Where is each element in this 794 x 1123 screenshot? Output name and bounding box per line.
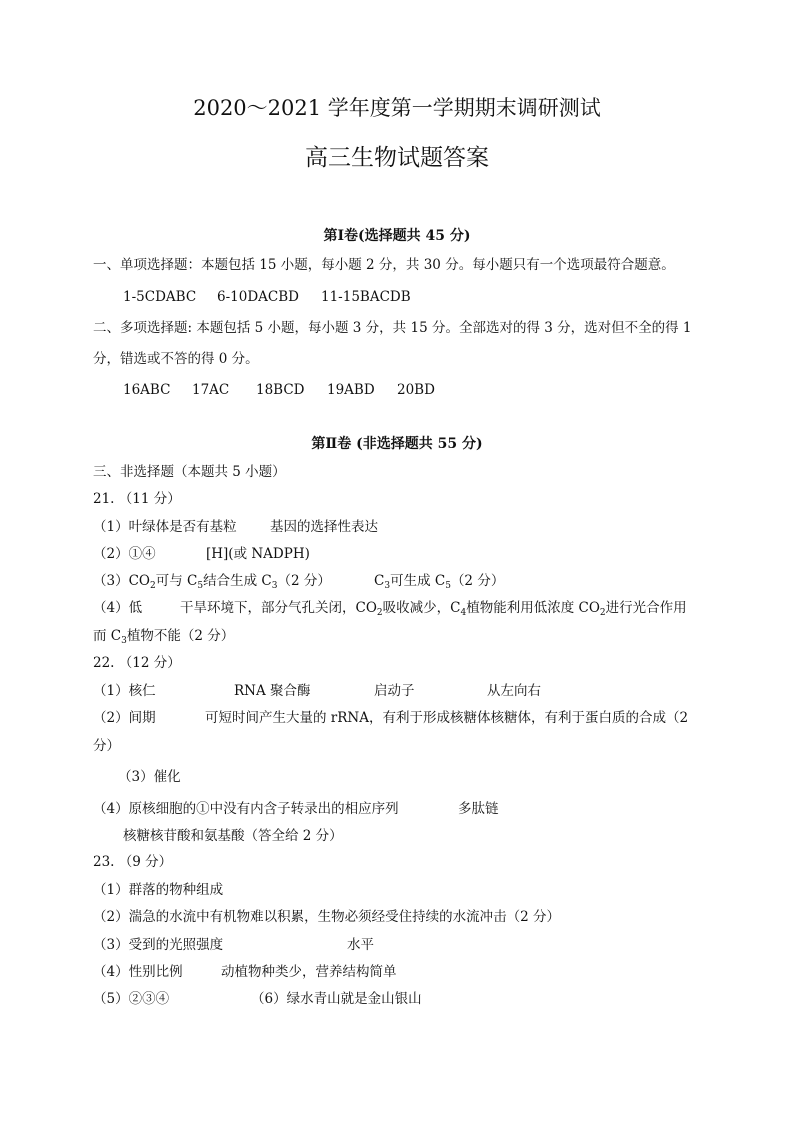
q2-instruction-line1: 二、多项选择题: 本题包括 5 小题，每小题 3 分，共 15 分。全部选对的得 3 分，选对但不全的得 1: [93, 320, 692, 336]
q23-header: 23. （9 分）: [93, 854, 173, 870]
section3-label: 三、非选择题（本题共 5 小题）: [93, 464, 286, 480]
q2-answer-17: 17AC: [192, 382, 230, 398]
q22-answer-1d: 从左向右: [487, 683, 541, 699]
q1-answer-3: 11-15BACDB: [321, 289, 411, 305]
q21-answer-1b: 基因的选择性表达: [270, 519, 378, 535]
q2-answer-20: 20BD: [397, 382, 435, 398]
q2-answer-16: 16ABC: [123, 382, 171, 398]
q21-answer-2: （2）①④: [93, 546, 156, 562]
q23-answer-4b: 动植物种类少，营养结构简单: [221, 964, 397, 980]
q22-answer-1c: 启动子: [374, 683, 415, 699]
document-subtitle: 高三生物试题答案: [305, 145, 489, 171]
document-title: 2020～2021 学年度第一学期期末调研测试: [193, 96, 601, 120]
q1-instruction: 一、单项选择题：本题包括 15 小题，每小题 2 分，共 30 分。每小题只有一个选项最符合题意。: [93, 257, 675, 273]
q2-answer-18: 18BCD: [256, 382, 305, 398]
q22-answer-5: 核糖核苷酸和氨基酸（答全给 2 分）: [123, 828, 343, 844]
q22-answer-2b: 可短时间产生大量的 rRNA，有利于形成核糖体核糖体，有利于蛋白质的合成（2: [205, 710, 689, 726]
q23-answer-5: （5）②③④: [93, 991, 170, 1007]
part2-heading: 第Ⅱ卷 (非选择题共 55 分): [311, 436, 483, 452]
q22-answer-4b: 多肽链: [458, 801, 499, 817]
q21-answer-4a: （4）低: [93, 600, 143, 616]
q23-answer-3b: 水平: [347, 937, 374, 953]
q22-answer-4: （4）原核细胞的①中没有内含子转录出的相应序列: [93, 801, 399, 817]
q1-answer-2: 6-10DACBD: [217, 289, 299, 305]
q21-answer-3b: $C_3$可生成 $C_5(2$ 分）: [374, 573, 505, 591]
q21-answer-4b: 干旱环境下，部分气孔关闭，$CO_2$吸收减少，$C_4$植物能利用低浓度 $CO_2$进行光合作用: [180, 600, 687, 618]
q22-answer-2c: 分）: [93, 738, 120, 754]
q21-header: 21. （11 分）: [93, 491, 181, 507]
q21-answer-3: $(3)CO_2$可与 $C_5$结合生成 $C_3(2$ 分）: [93, 573, 331, 591]
q21-answer-2b: [H](或 NADPH): [206, 546, 310, 562]
q21-answer-4c: 而 $C_3$植物不能（2 分）: [93, 628, 235, 646]
q22-answer-1b: RNA 聚合酶: [234, 683, 311, 699]
q23-answer-4: （4）性别比例: [93, 964, 183, 980]
q22-answer-1: （1）核仁: [93, 683, 156, 699]
q22-answer-2: （2）间期: [93, 710, 156, 726]
q1-answer-1: 1-5CDABC: [123, 289, 197, 305]
q23-answer-2: （2）湍急的水流中有机物难以积累，生物必须经受住持续的水流冲击（2 分）: [93, 909, 560, 925]
q2-instruction-line2: 分，错选或不答的得 0 分。: [93, 351, 259, 367]
q2-answer-19: 19ABD: [327, 382, 375, 398]
q22-header: 22. （12 分）: [93, 655, 181, 671]
q22-answer-3: （3）催化: [118, 769, 181, 785]
part1-heading: 第Ⅰ卷(选择题共 45 分): [323, 228, 471, 244]
q23-answer-1: （1）群落的物种组成: [93, 882, 224, 898]
q21-answer-1: （1）叶绿体是否有基粒: [93, 519, 237, 535]
q23-answer-3: （3）受到的光照强度: [93, 937, 224, 953]
q23-answer-6: （6）绿水青山就是金山银山: [251, 991, 422, 1007]
